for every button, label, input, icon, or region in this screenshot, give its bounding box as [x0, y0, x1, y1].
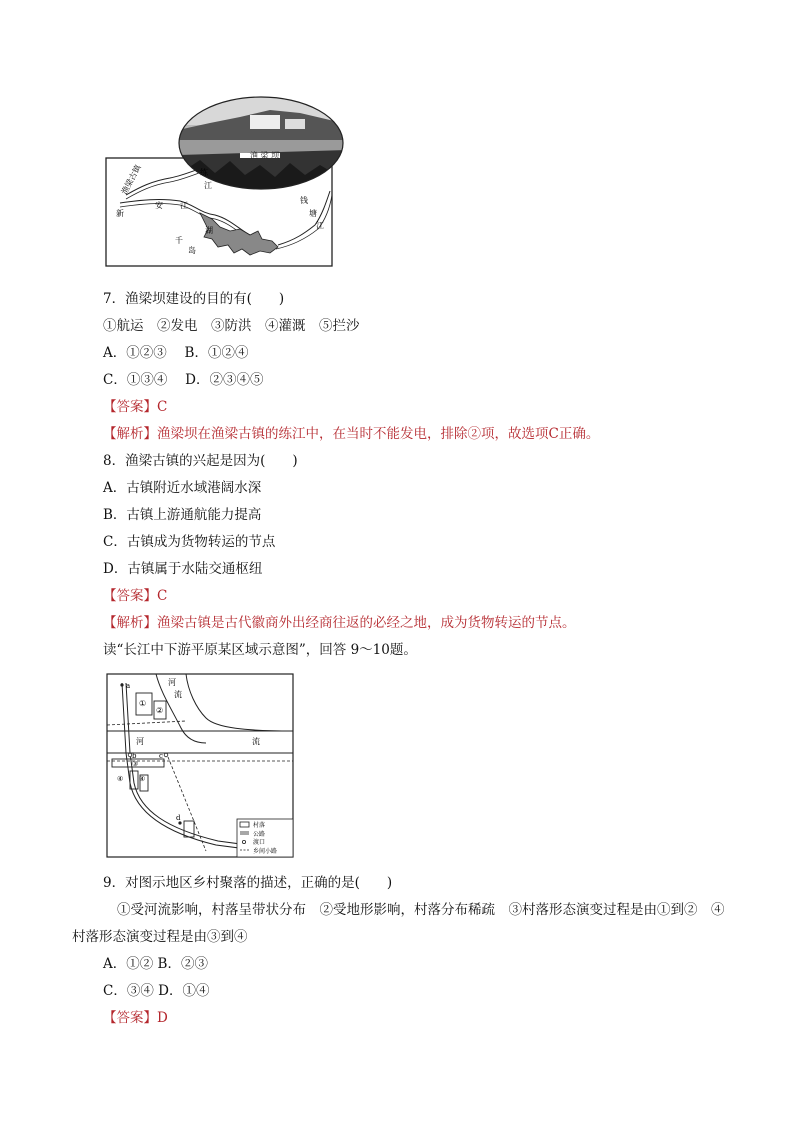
label-town: 渔梁古镇 [119, 163, 143, 196]
q9-answer [103, 1009, 168, 1027]
label-xin: 新 [116, 209, 124, 218]
label-he-upper: 河 [168, 678, 176, 687]
label-he-main: 河 [136, 737, 144, 746]
map-figure-2 [106, 673, 296, 859]
label-liu-main: 流 [252, 737, 260, 746]
label-b: b [132, 752, 137, 760]
label-hu: 湖 [205, 226, 213, 235]
q8-stem: 8．渔梁古镇的兴起是因为( ) [103, 453, 298, 469]
answer-value: C [157, 588, 168, 604]
label-lian-jiang: 江 [204, 181, 212, 190]
label-n1: ① [139, 699, 147, 708]
label-lian: 练 [200, 168, 208, 177]
legend-road: 公路 [253, 831, 266, 838]
legend-ferry: 渡口 [253, 839, 266, 846]
answer-tag: 【答案】 [103, 399, 157, 415]
analysis-tag: 【解析】 [103, 426, 157, 442]
intro-text: 读“长江中下游平原某区域示意图”，回答 9～10题。 [103, 642, 417, 658]
q9-items-line1: ①受河流影响，村落呈带状分布 ②受地形影响，村落分布稀疏 ③村落形态演变过程是由①到② ④ [117, 902, 725, 918]
label-n3: ③ [132, 760, 139, 768]
q7-options-ab: A．①②③ B．①②④ [103, 345, 249, 361]
label-liu-upper: 流 [174, 690, 182, 699]
label-an: 安 [155, 201, 163, 210]
answer-tag: 【答案】 [103, 1010, 157, 1026]
q8-option-b: B．古镇上游通航能力提高 [103, 507, 262, 523]
label-n2: ② [156, 706, 164, 715]
q9-options-ab: A．①② B．②③ [103, 956, 208, 972]
label-jiang2: 江 [316, 221, 324, 230]
q7-stem: 7．渔梁坝建设的目的有( ) [103, 291, 285, 307]
q9-items-line2: 村落形态演变过程是由③到④ [72, 929, 248, 945]
q9-options-cd: C．③④ D．①④ [103, 983, 210, 999]
label-jiang: 江 [180, 201, 188, 210]
answer-tag: 【答案】 [103, 588, 157, 604]
label-qian: 钱 [300, 196, 308, 205]
map-figure-1 [100, 95, 350, 270]
analysis-tag: 【解析】 [103, 615, 157, 631]
label-qiandao: 千 [175, 236, 183, 245]
q7-analysis [103, 425, 599, 443]
label-dam: 渔 梁 坝 [250, 151, 280, 160]
analysis-text: 渔梁坝在渔梁古镇的练江中，在当时不能发电，排除②项，故选项C正确。 [157, 426, 600, 442]
label-d: d [176, 814, 181, 822]
answer-value: D [157, 1010, 168, 1026]
label-n4a: ④ [117, 775, 124, 783]
map-legend [237, 819, 293, 857]
answer-value: C [157, 399, 168, 415]
q8-option-a: A．古镇附近水域港阔水深 [103, 480, 262, 496]
label-n4b: ④ [139, 775, 146, 783]
label-a: a [126, 682, 131, 690]
label-dao: 岛 [188, 246, 196, 255]
q9-stem: 9．对图示地区乡村聚落的描述，正确的是( ) [103, 875, 393, 891]
q7-answer [103, 398, 167, 416]
q8-option-c: C．古镇成为货物转运的节点 [103, 534, 276, 550]
q8-option-d: D．古镇属于水陆交通枢纽 [103, 561, 263, 577]
q7-items: ①航运 ②发电 ③防洪 ④灌溉 ⑤拦沙 [103, 318, 360, 334]
q7-options-cd: C．①③④ D．②③④⑤ [103, 372, 264, 388]
legend-settlement: 村落 [253, 822, 266, 829]
analysis-text: 渔梁古镇是古代徽商外出经商往返的必经之地，成为货物转运的节点。 [157, 615, 576, 631]
q8-analysis [103, 614, 576, 632]
label-tang: 塘 [309, 209, 317, 218]
legend-path: 乡间小路 [253, 848, 278, 855]
label-c: c [159, 752, 163, 760]
q8-answer [103, 587, 167, 605]
